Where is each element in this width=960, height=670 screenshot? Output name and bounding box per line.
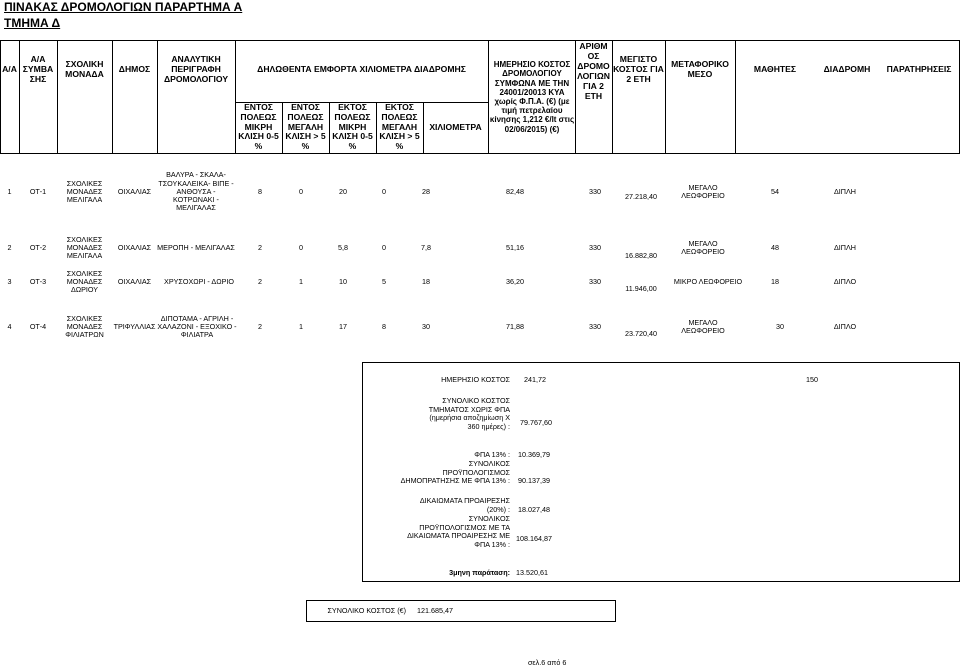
extension-value: 13.520,61: [516, 568, 548, 577]
row-1-km: 28: [422, 186, 430, 196]
row-4-km: 30: [422, 321, 430, 331]
row-2-dimos: ΟΙΧΑΛΙΑΣ: [117, 242, 152, 252]
total-no-vat-label: ΣΥΝΟΛΙΚΟ ΚΟΣΤΟΣ ΤΜΗΜΑΤΟΣ ΧΩΡΙΣ ΦΠΑ (ημερήσια αποζημίωση Χ 360 ημέρες) :: [428, 396, 510, 431]
row-2-km-in-big: 0: [299, 242, 303, 252]
row-2-km-in-small: 2: [258, 242, 262, 252]
row-2-school: ΣΧΟΛΙΚΕΣ ΜΟΝΑΔΕΣ ΜΕΛΙΓΑΛΑ: [66, 234, 103, 261]
row-4-school: ΣΧΟΛΙΚΕΣ ΜΟΝΑΔΕΣ ΦΙΛΙΑΤΡΩΝ: [65, 313, 104, 340]
row-1-type: ΔΙΠΛΗ: [834, 186, 856, 196]
document-title: ΠΙΝΑΚΑΣ ΔΡΟΜΟΛΟΓΙΩΝ ΠΑΡΑΡΤΗΜΑ Α: [4, 0, 243, 14]
row-1-max: 27.218,40: [625, 191, 657, 201]
row-4-students: 30: [776, 321, 784, 331]
col-route-description: ΑΝΑΛΥΤΙΚΗ ΠΕΡΙΓΡΑΦΗ ΔΡΟΜΟΛΟΓΙΟΥ: [163, 54, 229, 84]
col-school: ΣΧΟΛΙΚΗ ΜΟΝΑΔΑ: [65, 59, 104, 79]
row-1-daily: 82,48: [506, 186, 524, 196]
budget-option-value: 108.164,87: [516, 534, 552, 543]
row-2-aa: 2: [7, 242, 12, 252]
row-3-km-out-small: 10: [339, 276, 347, 286]
row-4-route: ΔΙΠΟΤΑΜΑ - ΑΓΡΙΛΗ - ΧΑΛΑΖΟΝΙ - ΕΞΟΧΙΚΟ - ΦΙΛΙΑΤΡΑ: [157, 313, 237, 340]
budget-value: 90.137,39: [518, 476, 550, 485]
row-2-km: 7,8: [421, 242, 431, 252]
daily-cost-extra: 150: [806, 375, 818, 384]
row-4-code: ΟΤ-4: [29, 321, 47, 331]
row-2-km-out-small: 5,8: [338, 242, 348, 252]
row-4-km-out-small: 17: [339, 321, 347, 331]
row-1-students: 54: [771, 186, 779, 196]
col-km-in-city-big: ΕΝΤΟΣ ΠΟΛΕΩΣ ΜΕΓΑΛΗ ΚΛΙΣΗ > 5 %: [285, 101, 326, 152]
col-route-type: ΔΙΑΔΡΟΜΗ: [823, 64, 871, 75]
row-2-route: ΜΕΡΟΠΗ - ΜΕΛΙΓΑΛΑΣ: [157, 242, 235, 252]
col-dimos: ΔΗΜΟΣ: [118, 64, 151, 75]
col-km-out-city-big: ΕΚΤΟΣ ΠΟΛΕΩΣ ΜΕΓΑΛΗ ΚΛΙΣΗ > 5 %: [379, 101, 420, 152]
row-2-code: ΟΤ-2: [29, 242, 47, 252]
row-3-daily: 36,20: [506, 276, 524, 286]
row-1-aa: 1: [7, 186, 12, 196]
row-4-daily: 71,88: [506, 321, 524, 331]
row-2-num: 330: [589, 242, 601, 252]
row-3-vehicle: ΜΙΚΡΟ ΛΕΩΦΟΡΕΙΟ: [673, 276, 743, 286]
row-2-type: ΔΙΠΛΗ: [834, 242, 856, 252]
row-4-type: ΔΙΠΛΟ: [833, 321, 857, 331]
row-1-route: ΒΑΛΥΡΑ - ΣΚΑΛΑ-ΤΣΟΥΚΑΛΕΙΚΑ- ΒΙΠΕ - ΑΝΘΟΥΣΑ - ΚΟΤΡΩΝΑΚΙ - ΜΕΛΙΓΑΛΑΣ: [158, 170, 234, 213]
row-2-max: 16.882,80: [625, 250, 657, 260]
row-1-vehicle: ΜΕΓΑΛΟ ΛΕΩΦΟΡΕΙΟ: [681, 182, 725, 200]
daily-cost-value: 241,72: [524, 375, 546, 384]
extension-label: 3μηνη παράταση:: [449, 568, 510, 577]
page-number: σελ.6 από 6: [528, 658, 567, 667]
total-cost-label: ΣΥΝΟΛΙΚΟ ΚΟΣΤΟΣ (€): [327, 606, 406, 615]
col-aa-symvasis: Α/Α ΣΥΜΒΑ ΣΗΣ: [22, 54, 54, 84]
col-max-cost: ΜΕΓΙΣΤΟ ΚΟΣΤΟΣ ΓΙΑ 2 ΕΤΗ: [613, 54, 664, 84]
option-value: 18.027,48: [518, 505, 550, 514]
row-1-dimos: ΟΙΧΑΛΙΑΣ: [117, 186, 152, 196]
row-1-km-out-small: 20: [339, 186, 347, 196]
col-km-out-city-small: ΕΚΤΟΣ ΠΟΛΕΩΣ ΜΙΚΡΗ ΚΛΙΣΗ 0-5 %: [332, 101, 373, 152]
col-students: ΜΑΘΗΤΕΣ: [753, 64, 797, 75]
row-3-code: ΟΤ-3: [29, 276, 47, 286]
vat-label: ΦΠΑ 13% :: [474, 450, 510, 459]
total-no-vat-value: 79.767,60: [520, 418, 552, 427]
row-2-students: 48: [771, 242, 779, 252]
row-3-num: 330: [589, 276, 601, 286]
row-1-km-in-big: 0: [299, 186, 303, 196]
header-bottom-line: [0, 153, 960, 154]
col-daily-cost: ΗΜΕΡΗΣΙΟ ΚΟΣΤΟΣ ΔΡΟΜΟΛΟΓΙΟΥ ΣΥΜΦΩΝΑ ΜΕ ΤΗΝ 24001/20013 ΚΥΑ χωρίς Φ.Π.Α. (€) (με τιμή πετρελαίου κίνησης 1,212 €/lt στις 02/06/2015) (€): [489, 60, 575, 134]
row-3-aa: 3: [7, 276, 12, 286]
row-3-km-in-small: 2: [258, 276, 262, 286]
row-1-km-in-small: 8: [258, 186, 262, 196]
row-4-km-in-small: 2: [258, 321, 262, 331]
row-1-school: ΣΧΟΛΙΚΕΣ ΜΟΝΑΔΕΣ ΜΕΛΙΓΑΛΑ: [66, 178, 103, 205]
row-3-type: ΔΙΠΛΟ: [833, 276, 857, 286]
col-km-group: ΔΗΛΩΘΕΝΤΑ ΕΜΦΟΡΤΑ ΧΙΛΙΟΜΕΤΡΑ ΔΙΑΔΡΟΜΗΣ: [257, 64, 466, 75]
row-3-students: 18: [771, 276, 779, 286]
col-vehicle: ΜΕΤΑΦΟΡΙΚΟ ΜΕΣΟ: [671, 59, 729, 79]
vat-value: 10.369,79: [518, 450, 550, 459]
col-num-routes: ΑΡΙΘΜ ΟΣ ΔΡΟΜΟ ΛΟΓΙΩΝ ΓΙΑ 2 ΕΤΗ: [577, 41, 610, 101]
col-km: ΧΙΛΙΟΜΕΤΡΑ: [429, 121, 482, 132]
option-label: ΔΙΚΑΙΩΜΑΤΑ ΠΡΟΑΙΡΕΣΗΣ (20%) :: [419, 496, 510, 514]
row-3-km-in-big: 1: [299, 276, 303, 286]
row-1-code: ΟΤ-1: [29, 186, 47, 196]
row-4-aa: 4: [7, 321, 12, 331]
daily-cost-label: ΗΜΕΡΗΣΙΟ ΚΟΣΤΟΣ: [441, 375, 510, 384]
row-3-dimos: ΟΙΧΑΛΙΑΣ: [117, 276, 152, 286]
row-4-max: 23.720,40: [625, 328, 657, 338]
row-4-km-out-big: 8: [382, 321, 386, 331]
row-3-max: 11.946,00: [625, 283, 657, 293]
row-2-vehicle: ΜΕΓΑΛΟ ΛΕΩΦΟΡΕΙΟ: [681, 238, 725, 256]
row-3-km-out-big: 5: [382, 276, 386, 286]
row-2-km-out-big: 0: [382, 242, 386, 252]
row-1-num: 330: [589, 186, 601, 196]
row-3-km: 18: [422, 276, 430, 286]
budget-option-label: ΣΥΝΟΛΙΚΟΣ ΠΡΟΫΠΟΛΟΓΙΣΜΟΣ ΜΕ ΤΑ ΔΙΚΑΙΩΜΑΤΑ ΠΡΟΑΙΡΕΣΗΣ ΜΕ ΦΠΑ 13% :: [407, 514, 510, 549]
row-3-route: ΧΡΥΣΟΧΩΡΙ - ΔΩΡΙΟ: [164, 276, 234, 286]
row-2-daily: 51,16: [506, 242, 524, 252]
row-4-vehicle: ΜΕΓΑΛΟ ΛΕΩΦΟΡΕΙΟ: [681, 317, 725, 335]
row-4-num: 330: [589, 321, 601, 331]
total-cost-value: 121.685,47: [417, 606, 453, 615]
col-notes: ΠΑΡΑΤΗΡΗΣΕΙΣ: [886, 64, 952, 75]
row-1-km-out-big: 0: [382, 186, 386, 196]
section-title: ΤΜΗΜΑ Δ: [4, 16, 61, 30]
row-3-school: ΣΧΟΛΙΚΕΣ ΜΟΝΑΔΕΣ ΔΩΡΙΟΥ: [66, 268, 103, 295]
col-aa: Α/Α: [2, 64, 17, 75]
budget-label: ΣΥΝΟΛΙΚΟΣ ΠΡΟΫΠΟΛΟΓΙΣΜΟΣ ΔΗΜΟΠΡΑΤΗΣΗΣ ΜΕ ΦΠΑ 13% :: [400, 459, 510, 486]
col-km-in-city-small: ΕΝΤΟΣ ΠΟΛΕΩΣ ΜΙΚΡΗ ΚΛΙΣΗ 0-5 %: [238, 101, 279, 152]
row-4-km-in-big: 1: [299, 321, 303, 331]
row-4-dimos: ΤΡΙΦΥΛΛΙΑΣ: [113, 321, 156, 331]
